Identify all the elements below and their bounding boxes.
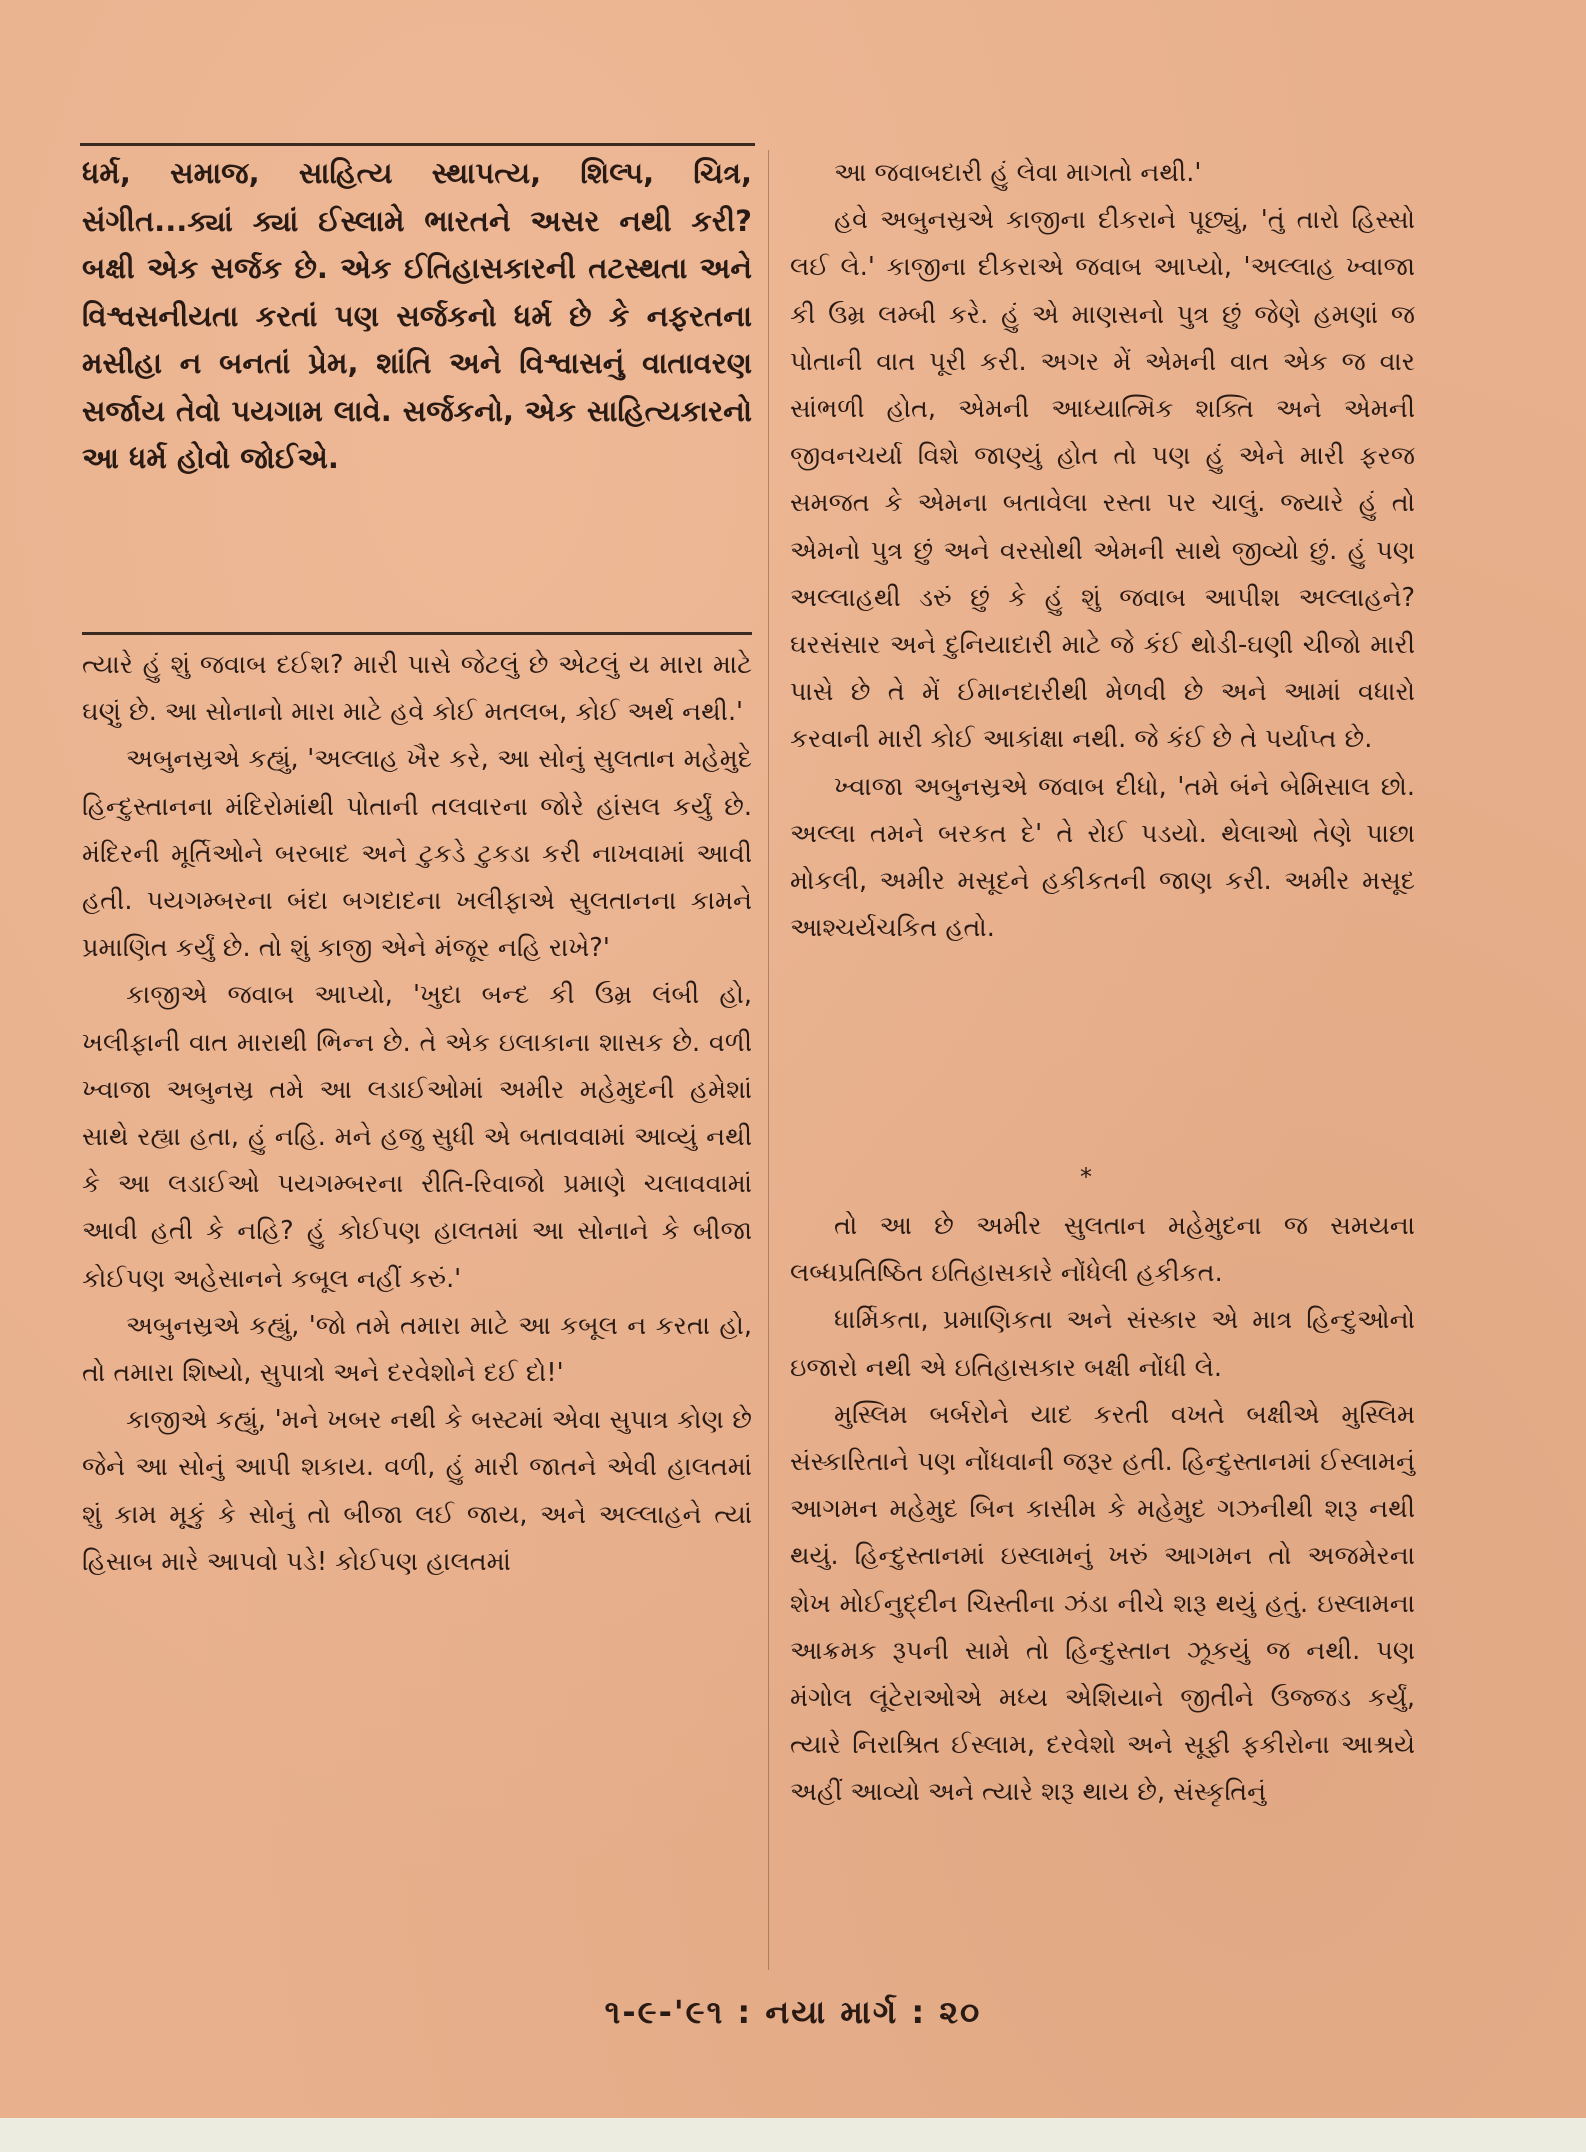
section-separator-star: * [1080,1163,1092,1191]
paragraph: મુસ્લિમ બર્બરોને યાદ કરતી વખતે બક્ષીએ મુસ્લિમ સંસ્કારિતાને પણ નોંધવાની જરૂર હતી. હિન્દુસ્તાનમાં ઈસ્લામનું આગમન મહેમુદ બિન કાસીમ કે મહેમુદ ગઝનીથી શરૂ નથી થયું. હિન્દુસ્તાનમાં ઇસ્લામનું ખરું આગમન તો અજમેરના શેખ મોઈનુદ્દીન ચિસ્તીના ઝંડા નીચે શરૂ થયું હતું. ઇસ્લામના આક્રમક રૂપની સામે તો હિન્દુસ્તાન ઝૂકયું જ નથી. પણ મંગોલ લૂંટેરાઓએ મધ્ય એશિયાને જીતીને ઉજ્જડ કર્યું, ત્યારે નિરાશ્રિત ઈસ્લામ, દરવેશો અને સૂફી ફકીરોના આશ્રયે અહીં આવ્યો અને ત્યારે શરૂ થાય છે, સંસ્કૃતિનું [790,1399,1415,1808]
paragraph: કાજીએ જવાબ આપ્યો, 'ખુદા બન્દ કી ઉમ્ર લંબી હો, ખલીફાની વાત મારાથી ભિન્ન છે. તે એક ઇલાકાના શાસક છે. વળી ખ્વાજા અબુનસ્ર તમે આ લડાઈઓમાં અમીર મહેમુદની હમેશાં સાથે રહ્યા હતા, હું નહિ. મને હજુ સુધી એ બતાવવામાં આવ્યું નથી કે આ લડાઈઓ પયગમ્બરના રીતિ-રિવાજો પ્રમાણે ચલાવવામાં આવી હતી કે નહિ? હું કોઈપણ હાલતમાં આ સોનાને કે બીજા કોઈપણ અહેસાનને કબૂલ નહીં કરું.' [82,980,752,1294]
paragraph: અબુનસ્રએ કહ્યું, 'અલ્લાહ ખૈર કરે, આ સોનું સુલતાન મહેમુદે હિન્દુસ્તાનના મંદિરોમાંથી પોતાની તલવારના જોરે હાંસલ કર્યું છે. મંદિરની મૂર્તિઓને બરબાદ અને ટુકડે ટુકડા કરી નાખવામાં આવી હતી. પયગમ્બરના બંદા બગદાદના ખલીફાએ સુલતાનના કામને પ્રમાણિત કર્યું છે. તો શું કાજી એને મંજૂર નહિ રાખે?' [82,744,752,964]
paragraph: તો આ છે અમીર સુલતાન મહેમુદના જ સમયના લબ્ધપ્રતિષ્ઠિત ઇતિહાસકારે નોંધેલી હકીકત. [790,1211,1415,1289]
left-column-body [82,642,752,1586]
paragraph: ધાર્મિકતા, પ્રમાણિકતા અને સંસ્કાર એ માત્ર હિન્દુઓનો ઇજારો નથી એ ઇતિહાસકાર બક્ષી નોંધી લે. [790,1305,1415,1383]
paragraph: હવે અબુનસ્રએ કાજીના દીકરાને પૂછ્યું, 'તું તારો હિસ્સો લઈ લે.' કાજીના દીકરાએ જવાબ આપ્યો, 'અલ્લાહ ખ્વાજા કી ઉમ્ર લમ્બી કરે. હું એ માણસનો પુત્ર છું જેણે હમણાં જ પોતાની વાત પૂરી કરી. અગર મેં એમની વાત એક જ વાર સાંભળી હોત, એમની આધ્યાત્મિક શક્તિ અને એમની જીવનચર્યા વિશે જાણ્યું હોત તો પણ હું એને મારી ફરજ સમજત કે એમના બતાવેલા રસ્તા પર ચાલું. જ્યારે હું તો એમનો પુત્ર છું અને વરસોથી એમની સાથે જીવ્યો છું. હું પણ અલ્લાહથી ડરું છું કે હું શું જવાબ આપીશ અલ્લાહને? ઘરસંસાર અને દુનિયાદારી માટે જે કંઈ થોડી-ઘણી ચીજો મારી પાસે છે તે મેં ઈમાનદારીથી મેળવી છે અને આમાં વધારો કરવાની મારી કોઈ આકાંક્ષા નથી. જે કંઈ છે તે પર્યાપ્ત છે. [790,205,1415,755]
paragraph: ત્યારે હું શું જવાબ દઈશ? મારી પાસે જેટલું છે એટલું ય મારા માટે ઘણું છે. આ સોનાનો મારા માટે હવે કોઈ મતલબ, કોઈ અર્થ નથી.' [82,650,752,728]
paragraph: અબુનસ્રએ કહ્યું, 'જો તમે તમારા માટે આ કબૂલ ન કરતા હો, તો તમારા શિષ્યો, સુપાત્રો અને દરવેશોને દઈ દો!' [82,1310,752,1389]
paragraph: ખ્વાજા અબુનસ્રએ જવાબ દીધો, 'તમે બંને બેમિસાલ છો. અલ્લા તમને બરકત દે' તે રોઈ પડયો. થેલાઓ તેણે પાછા મોકલી, અમીર મસૂદને હકીકતની જાણ કરી. અમીર મસૂદ આશ્ચર્યચકિત હતો. [790,771,1415,944]
page-footer: ૧-૯-'૯૧ : નયા માર્ગ : ૨૦ [604,1993,982,2031]
scan-edge [0,2118,1586,2152]
column-divider [768,150,769,1970]
top-rule [80,143,755,146]
right-column-body-bottom [790,1203,1415,1817]
pull-quote: ધર્મ, સમાજ, સાહિત્ય સ્થાપત્ય, શિલ્પ, ચિત્ર, સંગીત...ક્યાં ક્યાં ઈસ્લામે ભારતને અસર નથી કરી? બક્ષી એક સર્જક છે. એક ઈતિહાસકારની તટસ્થતા અને વિશ્વસનીયતા કરતાં પણ સર્જકનો ધર્મ છે કે નફરતના મસીહા ન બનતાં પ્રેમ, શાંતિ અને વિશ્વાસનું વાતાવરણ સર્જાય તેવો પયગામ લાવે. સર્જકનો, એક સાહિત્યકારનો આ ધર્મ હોવો જોઈએ. [82,156,752,475]
paragraph: કાજીએ કહ્યું, 'મને ખબર નથી કે બસ્ટમાં એવા સુપાત્ર કોણ છે જેને આ સોનું આપી શકાય. વળી, હું મારી જાતને એવી હાલતમાં શું કામ મૂકું કે સોનું તો બીજા લઈ જાય, અને અલ્લાહને ત્યાં હિસાબ મારે આપવો પડે! કોઈપણ હાલતમાં [82,1405,752,1577]
right-column-body-top [790,150,1415,952]
pull-quote-rule [82,632,752,635]
paragraph: આ જવાબદારી હું લેવા માગતો નથી.' [834,158,1202,188]
